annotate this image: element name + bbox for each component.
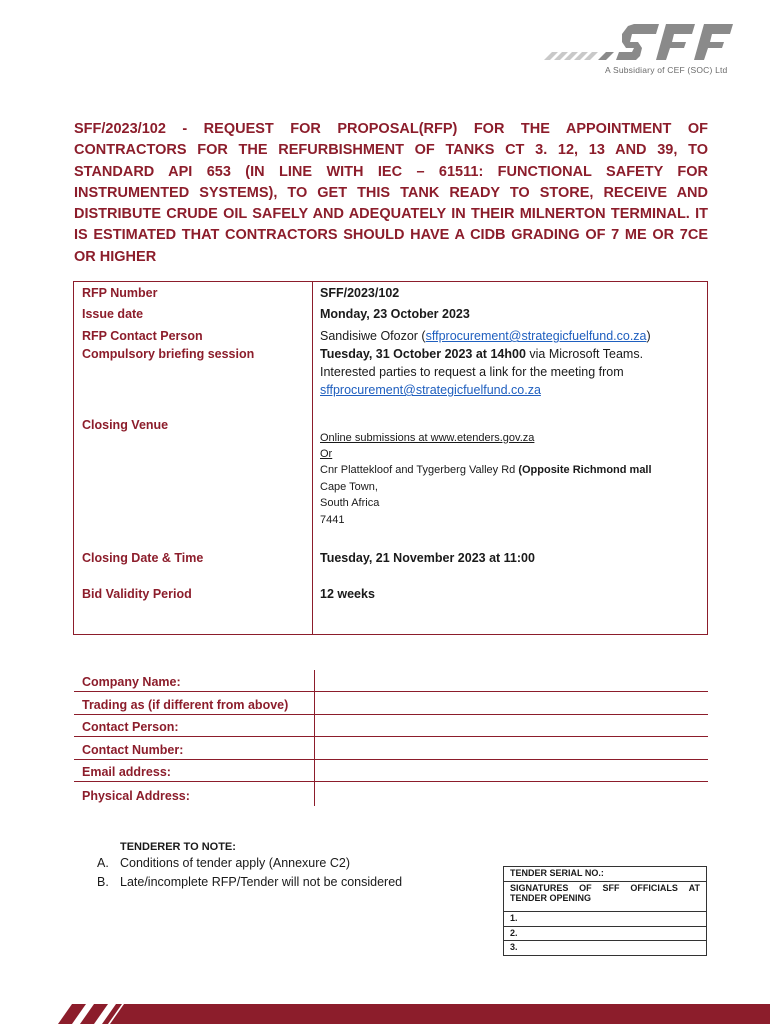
venue-city: Cape Town, <box>320 481 378 493</box>
contact-number-row[interactable] <box>74 738 708 760</box>
signatures-word: SIGNATURES <box>510 883 569 893</box>
company-name-label: Company Name: <box>82 675 181 689</box>
email-address-row[interactable] <box>74 760 708 782</box>
rfp-info-table <box>73 281 708 635</box>
rfp-number-value: SFF/2023/102 <box>320 286 400 300</box>
venue-address-bold: (Opposite Richmond mall <box>518 464 652 476</box>
document-title: SFF/2023/102 - REQUEST FOR PROPOSAL(RFP) FOR THE APPOINTMENT OF CONTRACTORS FOR THE REFURBISHMENT OF TANKS CT 3. 12, 13 AND 39, TO STANDARD API 653 (IN LINE WITH IEC – 61511: FUNCTIONAL SAFETY FOR INSTRUMENTED SYSTEMS), TO GET THIS TANK READY TO STORE, RECEIVE AND DISTRIBUTE CRUDE OIL SAFELY AND ADEQUATELY IN THEIR MILNERTON TERMINAL. IT IS ESTIMATED THAT CONTRACTORS SHOULD HAVE A CIDB GRADING OF 7 ME OR 7CE OR HIGHER <box>74 121 708 265</box>
venue-or <box>320 448 332 460</box>
note-letter: A. <box>97 856 109 870</box>
company-details-form <box>74 670 708 806</box>
contact-person-value <box>320 329 651 343</box>
briefing-date: Tuesday, 31 October 2023 at 14h00 <box>320 347 526 361</box>
contact-close: ) <box>646 329 651 343</box>
venue-country: South Africa <box>320 497 380 509</box>
contact-email-link[interactable]: sffprocurement@strategicfuelfund.co.za <box>425 329 647 343</box>
signature-row-2[interactable]: 2. <box>504 927 706 942</box>
closing-venue-label: Closing Venue <box>82 418 169 432</box>
issue-date-value: Monday, 23 October 2023 <box>320 307 470 321</box>
venue-online[interactable] <box>320 432 534 444</box>
contact-person-field-label: Contact Person: <box>82 720 179 734</box>
serial-number-row: TENDER SERIAL NO.: <box>504 867 706 882</box>
signatures-line <box>510 883 700 893</box>
briefing-session-label: Compulsory briefing session <box>82 347 255 361</box>
venue-postcode: 7441 <box>320 514 345 526</box>
physical-address-label: Physical Address: <box>82 788 190 803</box>
note-item <box>97 875 402 889</box>
briefing-via: via Microsoft Teams. <box>525 347 644 361</box>
signatures-word: OFFICIALS <box>630 883 678 893</box>
tender-serial-box <box>503 866 707 956</box>
note-letter: B. <box>97 875 109 889</box>
note-text: Conditions of tender apply (Annexure C2) <box>120 856 350 870</box>
venue-address <box>320 464 652 476</box>
venue-or-text: Or <box>320 448 333 460</box>
signatures-line-2: TENDER OPENING <box>510 893 592 903</box>
issue-date-label: Issue date <box>82 307 144 321</box>
closing-date-label: Closing Date & Time <box>82 551 204 565</box>
rfp-number-label: RFP Number <box>82 286 158 300</box>
briefing-request-text: Interested parties to request a link for the meeting from <box>320 365 624 379</box>
contact-person-row[interactable] <box>74 715 708 737</box>
signature-row-3[interactable]: 3. <box>510 942 518 952</box>
briefing-session-value <box>320 347 643 361</box>
bid-validity-label: Bid Validity Period <box>82 587 192 601</box>
closing-date-value: Tuesday, 21 November 2023 at 11:00 <box>320 551 535 565</box>
trading-as-row[interactable] <box>74 693 708 715</box>
signatures-word: SFF <box>602 883 620 893</box>
company-name-row[interactable] <box>74 670 708 692</box>
signature-row-1[interactable]: 1. <box>504 912 706 927</box>
tenderer-note-heading: TENDERER TO NOTE: <box>120 841 236 853</box>
bid-validity-value: 12 weeks <box>320 587 375 601</box>
venue-address-prefix: Cnr Plattekloof and Tygerberg Valley Rd <box>320 464 519 476</box>
signatures-word: AT <box>688 883 700 893</box>
trading-as-label: Trading as (if different from above) <box>82 697 289 712</box>
logo-tagline: A Subsidiary of CEF (SOC) Ltd <box>605 65 728 75</box>
contact-number-label: Contact Number: <box>82 742 184 757</box>
physical-address-row[interactable] <box>74 783 708 805</box>
contact-name: Sandisiwe Ofozor ( <box>320 329 426 343</box>
contact-person-label: RFP Contact Person <box>82 329 203 343</box>
briefing-email[interactable]: sffprocurement@strategicfuelfund.co.za <box>320 383 541 397</box>
email-address-label: Email address: <box>82 765 171 779</box>
signatures-word: OF <box>579 883 592 893</box>
footer-stripes-decoration <box>0 1004 770 1024</box>
venue-online-text[interactable]: Online submissions at www.etenders.gov.za <box>320 432 535 444</box>
note-text: Late/incomplete RFP/Tender will not be considered <box>120 875 403 889</box>
note-item <box>97 856 350 870</box>
signatures-row <box>504 882 706 912</box>
table-divider <box>312 282 313 634</box>
briefing-email-link[interactable] <box>320 383 541 397</box>
